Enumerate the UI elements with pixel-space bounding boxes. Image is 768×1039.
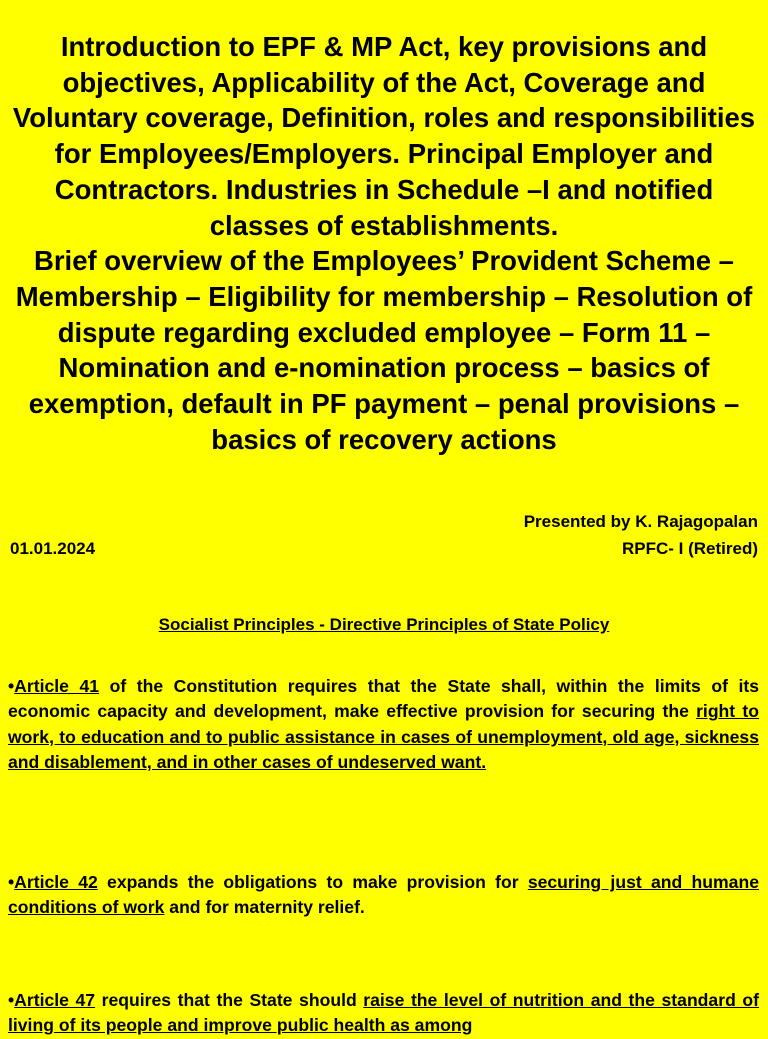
presenter-block — [524, 508, 758, 562]
bullet: • — [8, 872, 15, 892]
article-47-label: Article 47 — [14, 990, 96, 1010]
title-paragraph-1: Introduction to EPF & MP Act, key provisions and objectives, Applicability of the Act, Coverage and Voluntary coverage, Definition, roles and responsibilities for Employees/Employers. Principal Employer and Contractors. Industries in Schedule –I and notified classes of establishments. — [12, 31, 756, 241]
article-42-label: Article 42 — [14, 872, 98, 892]
document-title — [8, 29, 760, 457]
presentation-date: 01.01.2024 — [10, 539, 96, 558]
article-42-underlined-text: securing just and humane conditions of work — [8, 872, 759, 918]
article-41-text: of the Constitution requires that the State shall, within the limits of its economic capacity and development, make effective provision for securing the — [8, 676, 759, 722]
presenter-designation: RPFC- I (Retired) — [622, 539, 758, 558]
bullet: • — [8, 990, 15, 1010]
section-heading: Socialist Principles - Directive Principles of State Policy — [158, 615, 610, 634]
article-47-underlined-text: raise the level of nutrition and the standard of living of its people and improve public health as among — [8, 990, 759, 1036]
article-41-paragraph — [8, 674, 759, 775]
article-47-text: requires that the State should — [95, 990, 364, 1010]
article-42-paragraph — [8, 870, 759, 921]
title-paragraph-2: Brief overview of the Employees’ Provident Scheme – Membership – Eligibility for membership – Resolution of dispute regarding excluded employee – Form 11 – Nomination and e-nomination process – basics of exemption, default in PF payment – penal provisions – basics of recovery actions — [15, 245, 753, 455]
article-47-paragraph — [8, 988, 759, 1039]
bullet: • — [8, 676, 15, 696]
article-42-text-end: and for maternity relief. — [164, 897, 365, 918]
presenter-name: Presented by K. Rajagopalan — [523, 512, 758, 531]
article-41-underlined-text: right to work, to education and to public assistance in cases of unemployment, old age, sickness and disablement, and in other cases of undeserved want. — [8, 701, 759, 772]
article-41-label: Article 41 — [14, 676, 100, 696]
article-42-text: expands the obligations to make provision for — [97, 872, 528, 892]
